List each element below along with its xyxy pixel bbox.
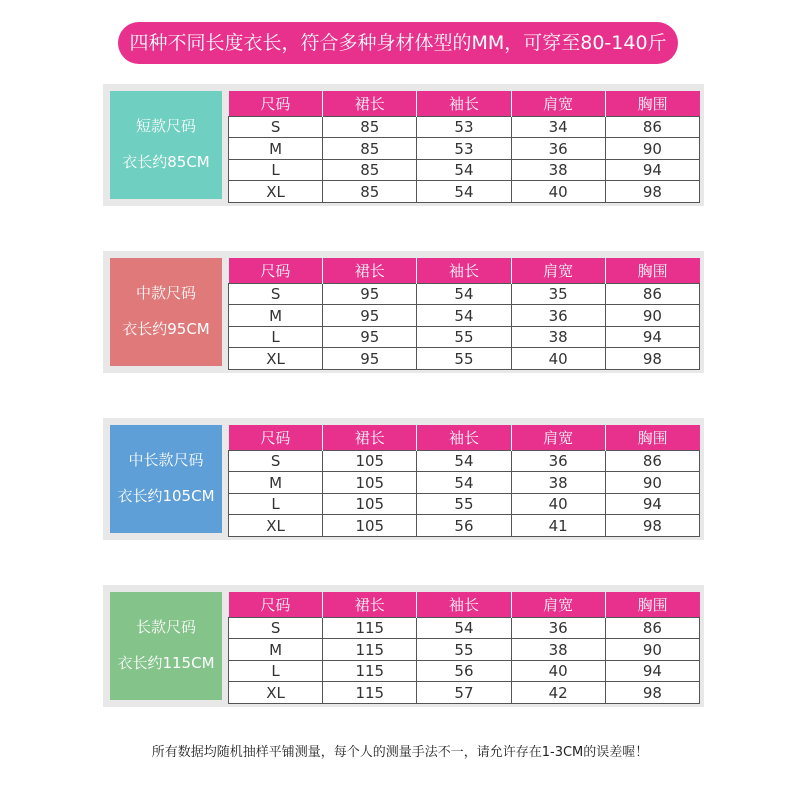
header-shoulder: 肩宽 xyxy=(511,258,605,283)
header-skirt-length: 裙长 xyxy=(323,425,417,450)
cell: 115 xyxy=(323,660,417,682)
cell: 105 xyxy=(323,493,417,515)
table-row xyxy=(229,617,700,639)
cell: XL xyxy=(229,181,323,203)
cell: 35 xyxy=(511,283,605,305)
size-table xyxy=(228,91,700,203)
cell: 94 xyxy=(605,493,699,515)
cell: 36 xyxy=(511,305,605,327)
cell: 86 xyxy=(605,283,699,305)
cell: 90 xyxy=(605,138,699,160)
style-name: 中长款尺码 xyxy=(128,451,204,469)
cell: XL xyxy=(229,682,323,704)
cell: 54 xyxy=(417,159,511,181)
header-sleeve-length: 袖长 xyxy=(417,425,511,450)
cell: 38 xyxy=(511,472,605,494)
cell: 40 xyxy=(511,493,605,515)
cell: 95 xyxy=(323,348,417,370)
table-row xyxy=(229,305,700,327)
cell: L xyxy=(229,326,323,348)
block-label xyxy=(110,91,222,199)
cell: 98 xyxy=(605,682,699,704)
cell: 95 xyxy=(323,283,417,305)
garment-length: 衣长约115CM xyxy=(117,654,215,672)
table-row xyxy=(229,450,700,472)
cell: XL xyxy=(229,348,323,370)
header-shoulder: 肩宽 xyxy=(511,91,605,116)
cell: 115 xyxy=(323,617,417,639)
header-row xyxy=(229,91,700,116)
cell: 90 xyxy=(605,472,699,494)
cell: 36 xyxy=(511,617,605,639)
style-name: 中款尺码 xyxy=(135,284,196,302)
table-row xyxy=(229,472,700,494)
header-bust: 胸围 xyxy=(605,592,699,617)
cell: 57 xyxy=(417,682,511,704)
cell: 55 xyxy=(417,493,511,515)
cell: 36 xyxy=(511,450,605,472)
table-row xyxy=(229,159,700,181)
cell: 54 xyxy=(417,181,511,203)
garment-length: 衣长约105CM xyxy=(117,487,215,505)
cell: 54 xyxy=(417,283,511,305)
cell: 86 xyxy=(605,617,699,639)
table-row xyxy=(229,116,700,138)
header-sleeve-length: 袖长 xyxy=(417,592,511,617)
cell: 94 xyxy=(605,326,699,348)
cell: M xyxy=(229,305,323,327)
size-block-medium xyxy=(103,251,704,373)
garment-length: 衣长约85CM xyxy=(122,153,210,171)
header-size: 尺码 xyxy=(229,258,323,283)
cell: 98 xyxy=(605,348,699,370)
cell: 40 xyxy=(511,660,605,682)
cell: 105 xyxy=(323,515,417,537)
table-row xyxy=(229,515,700,537)
cell: 38 xyxy=(511,639,605,661)
measurement-note: 所有数据均随机抽样平铺测量，每个人的测量手法不一，请允许存在1-3CM的误差喔！ xyxy=(151,745,649,760)
cell: S xyxy=(229,617,323,639)
size-block-long xyxy=(103,585,704,707)
cell: L xyxy=(229,660,323,682)
cell: 86 xyxy=(605,450,699,472)
size-table xyxy=(228,258,700,370)
cell: L xyxy=(229,159,323,181)
garment-length: 衣长约95CM xyxy=(122,320,210,338)
header-row xyxy=(229,592,700,617)
header-row xyxy=(229,258,700,283)
cell: 34 xyxy=(511,116,605,138)
table-row xyxy=(229,326,700,348)
cell: 115 xyxy=(323,682,417,704)
cell: S xyxy=(229,116,323,138)
cell: 36 xyxy=(511,138,605,160)
cell: S xyxy=(229,283,323,305)
cell: 40 xyxy=(511,348,605,370)
cell: 38 xyxy=(511,326,605,348)
table-row xyxy=(229,181,700,203)
cell: 98 xyxy=(605,181,699,203)
cell: 95 xyxy=(323,305,417,327)
header-skirt-length: 裙长 xyxy=(323,91,417,116)
table-row xyxy=(229,660,700,682)
cell: 56 xyxy=(417,660,511,682)
cell: 56 xyxy=(417,515,511,537)
cell: 86 xyxy=(605,116,699,138)
cell: L xyxy=(229,493,323,515)
table-row xyxy=(229,138,700,160)
table-row xyxy=(229,348,700,370)
header-sleeve-length: 袖长 xyxy=(417,91,511,116)
table-row xyxy=(229,639,700,661)
cell: 54 xyxy=(417,450,511,472)
cell: 98 xyxy=(605,515,699,537)
style-name: 长款尺码 xyxy=(135,618,196,636)
table-row xyxy=(229,493,700,515)
title-banner: 四种不同长度衣长，符合多种身材体型的MM，可穿至80-140斤 xyxy=(118,22,678,64)
cell: 90 xyxy=(605,305,699,327)
cell: 85 xyxy=(323,181,417,203)
header-size: 尺码 xyxy=(229,91,323,116)
table-row xyxy=(229,283,700,305)
cell: 115 xyxy=(323,639,417,661)
cell: 53 xyxy=(417,116,511,138)
table-row xyxy=(229,682,700,704)
header-shoulder: 肩宽 xyxy=(511,425,605,450)
cell: 38 xyxy=(511,159,605,181)
header-bust: 胸围 xyxy=(605,425,699,450)
header-row xyxy=(229,425,700,450)
cell: 105 xyxy=(323,450,417,472)
cell: 42 xyxy=(511,682,605,704)
cell: 54 xyxy=(417,305,511,327)
cell: 41 xyxy=(511,515,605,537)
cell: 94 xyxy=(605,159,699,181)
block-label xyxy=(110,592,222,700)
cell: 90 xyxy=(605,639,699,661)
header-bust: 胸围 xyxy=(605,258,699,283)
cell: 94 xyxy=(605,660,699,682)
size-table xyxy=(228,592,700,704)
cell: 85 xyxy=(323,138,417,160)
header-skirt-length: 裙长 xyxy=(323,258,417,283)
header-skirt-length: 裙长 xyxy=(323,592,417,617)
cell: 85 xyxy=(323,159,417,181)
cell: 53 xyxy=(417,138,511,160)
cell: 54 xyxy=(417,472,511,494)
cell: 40 xyxy=(511,181,605,203)
size-block-short xyxy=(103,84,704,206)
cell: 55 xyxy=(417,639,511,661)
header-size: 尺码 xyxy=(229,592,323,617)
cell: 55 xyxy=(417,326,511,348)
cell: M xyxy=(229,472,323,494)
cell: 54 xyxy=(417,617,511,639)
cell: 85 xyxy=(323,116,417,138)
cell: M xyxy=(229,639,323,661)
header-size: 尺码 xyxy=(229,425,323,450)
style-name: 短款尺码 xyxy=(135,117,196,135)
header-bust: 胸围 xyxy=(605,91,699,116)
size-block-medium-long xyxy=(103,418,704,540)
header-shoulder: 肩宽 xyxy=(511,592,605,617)
header-sleeve-length: 袖长 xyxy=(417,258,511,283)
cell: M xyxy=(229,138,323,160)
block-label xyxy=(110,425,222,533)
cell: 95 xyxy=(323,326,417,348)
cell: S xyxy=(229,450,323,472)
cell: 105 xyxy=(323,472,417,494)
size-table xyxy=(228,425,700,537)
block-label xyxy=(110,258,222,366)
cell: XL xyxy=(229,515,323,537)
cell: 55 xyxy=(417,348,511,370)
